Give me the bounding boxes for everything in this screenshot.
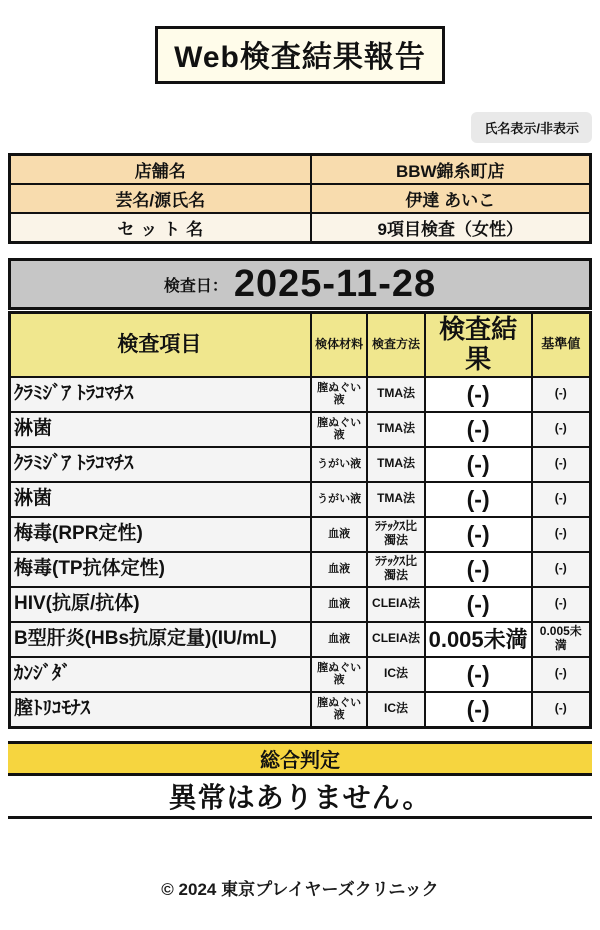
test-result: (-) (424, 448, 531, 481)
test-reference: (-) (531, 658, 589, 691)
test-item: 淋菌 (11, 483, 310, 516)
test-item: ｸﾗﾐｼﾞｱ ﾄﾗｺﾏﾁｽ (11, 448, 310, 481)
stage-name-label: 芸名/源氏名 (11, 185, 312, 212)
test-method: TMA法 (366, 413, 423, 446)
test-method: TMA法 (366, 448, 423, 481)
store-name-value: BBW錦糸町店 (312, 156, 589, 183)
test-material: 膣ぬぐい液 (310, 693, 367, 726)
footer-copyright: © 2024 東京プレイヤーズクリニック (161, 879, 439, 899)
header-reference: 基準値 (531, 314, 589, 376)
store-info-table (8, 153, 592, 244)
test-method: TMA法 (366, 483, 423, 516)
test-reference: (-) (531, 413, 589, 446)
test-result: (-) (424, 518, 531, 551)
test-reference: (-) (531, 553, 589, 586)
test-result: 0.005未満 (424, 623, 531, 656)
stage-name-value: 伊達 あいこ (312, 185, 589, 212)
test-material: 血液 (310, 553, 367, 586)
test-item: 梅毒(TP抗体定性) (11, 553, 310, 586)
test-reference: (-) (531, 693, 589, 726)
page-header (8, 26, 592, 84)
test-material: うがい液 (310, 483, 367, 516)
header-material: 検体材料 (310, 314, 367, 376)
test-result: (-) (424, 553, 531, 586)
table-row (11, 376, 589, 411)
test-material: 膣ぬぐい液 (310, 658, 367, 691)
test-set-value: 9項目検査（女性） (312, 214, 589, 241)
test-material: 膣ぬぐい液 (310, 378, 367, 411)
table-row (11, 586, 589, 621)
header-method: 検査方法 (366, 314, 423, 376)
table-row (11, 551, 589, 586)
table-row (11, 446, 589, 481)
page-title: Web検査結果報告 (155, 26, 445, 84)
store-name-label: 店舗名 (11, 156, 312, 183)
test-set-label: セット名 (11, 214, 312, 241)
test-item: HIV(抗原/抗体) (11, 588, 310, 621)
overall-judgement-title: 総合判定 (8, 741, 592, 776)
results-table (8, 311, 592, 729)
results-header-row (11, 314, 589, 376)
test-method: ﾗﾃｯｸｽ比濁法 (366, 553, 423, 586)
test-reference: (-) (531, 518, 589, 551)
table-row (11, 411, 589, 446)
test-method: CLEIA法 (366, 588, 423, 621)
header-result: 検査結果 (424, 314, 531, 376)
test-result: (-) (424, 413, 531, 446)
info-row-test-set (11, 212, 589, 241)
test-method: ﾗﾃｯｸｽ比濁法 (366, 518, 423, 551)
test-reference: (-) (531, 483, 589, 516)
test-item: 梅毒(RPR定性) (11, 518, 310, 551)
test-material: 膣ぬぐい液 (310, 413, 367, 446)
test-reference: 0.005未満 (531, 623, 589, 656)
test-material: 血液 (310, 623, 367, 656)
header-item: 検査項目 (11, 314, 310, 376)
test-item: 淋菌 (11, 413, 310, 446)
overall-judgement-result: 異常はありません。 (8, 776, 592, 819)
test-item: ｸﾗﾐｼﾞｱ ﾄﾗｺﾏﾁｽ (11, 378, 310, 411)
table-row (11, 481, 589, 516)
test-result: (-) (424, 693, 531, 726)
table-row (11, 516, 589, 551)
test-result: (-) (424, 658, 531, 691)
test-result: (-) (424, 378, 531, 411)
test-result: (-) (424, 483, 531, 516)
test-material: 血液 (310, 588, 367, 621)
info-row-store (11, 156, 589, 183)
test-reference: (-) (531, 588, 589, 621)
table-row (11, 621, 589, 656)
name-visibility-toggle-button[interactable]: 氏名表示/非表示 (471, 112, 592, 143)
test-material: うがい液 (310, 448, 367, 481)
test-result: (-) (424, 588, 531, 621)
test-reference: (-) (531, 378, 589, 411)
test-item: ｶﾝｼﾞﾀﾞ (11, 658, 310, 691)
test-method: TMA法 (366, 378, 423, 411)
test-material: 血液 (310, 518, 367, 551)
toolbar (8, 112, 592, 143)
test-method: IC法 (366, 693, 423, 726)
test-reference: (-) (531, 448, 589, 481)
test-method: CLEIA法 (366, 623, 423, 656)
exam-date-band (8, 258, 592, 310)
info-row-stage-name (11, 183, 589, 212)
table-row (11, 656, 589, 691)
exam-date-label: 検査日： (163, 277, 228, 295)
exam-date-value: 2025-11-28 (233, 262, 437, 305)
test-item: B型肝炎(HBs抗原定量)(IU/mL) (11, 623, 310, 656)
test-method: IC法 (366, 658, 423, 691)
table-row (11, 691, 589, 726)
test-item: 膣ﾄﾘｺﾓﾅｽ (11, 693, 310, 726)
